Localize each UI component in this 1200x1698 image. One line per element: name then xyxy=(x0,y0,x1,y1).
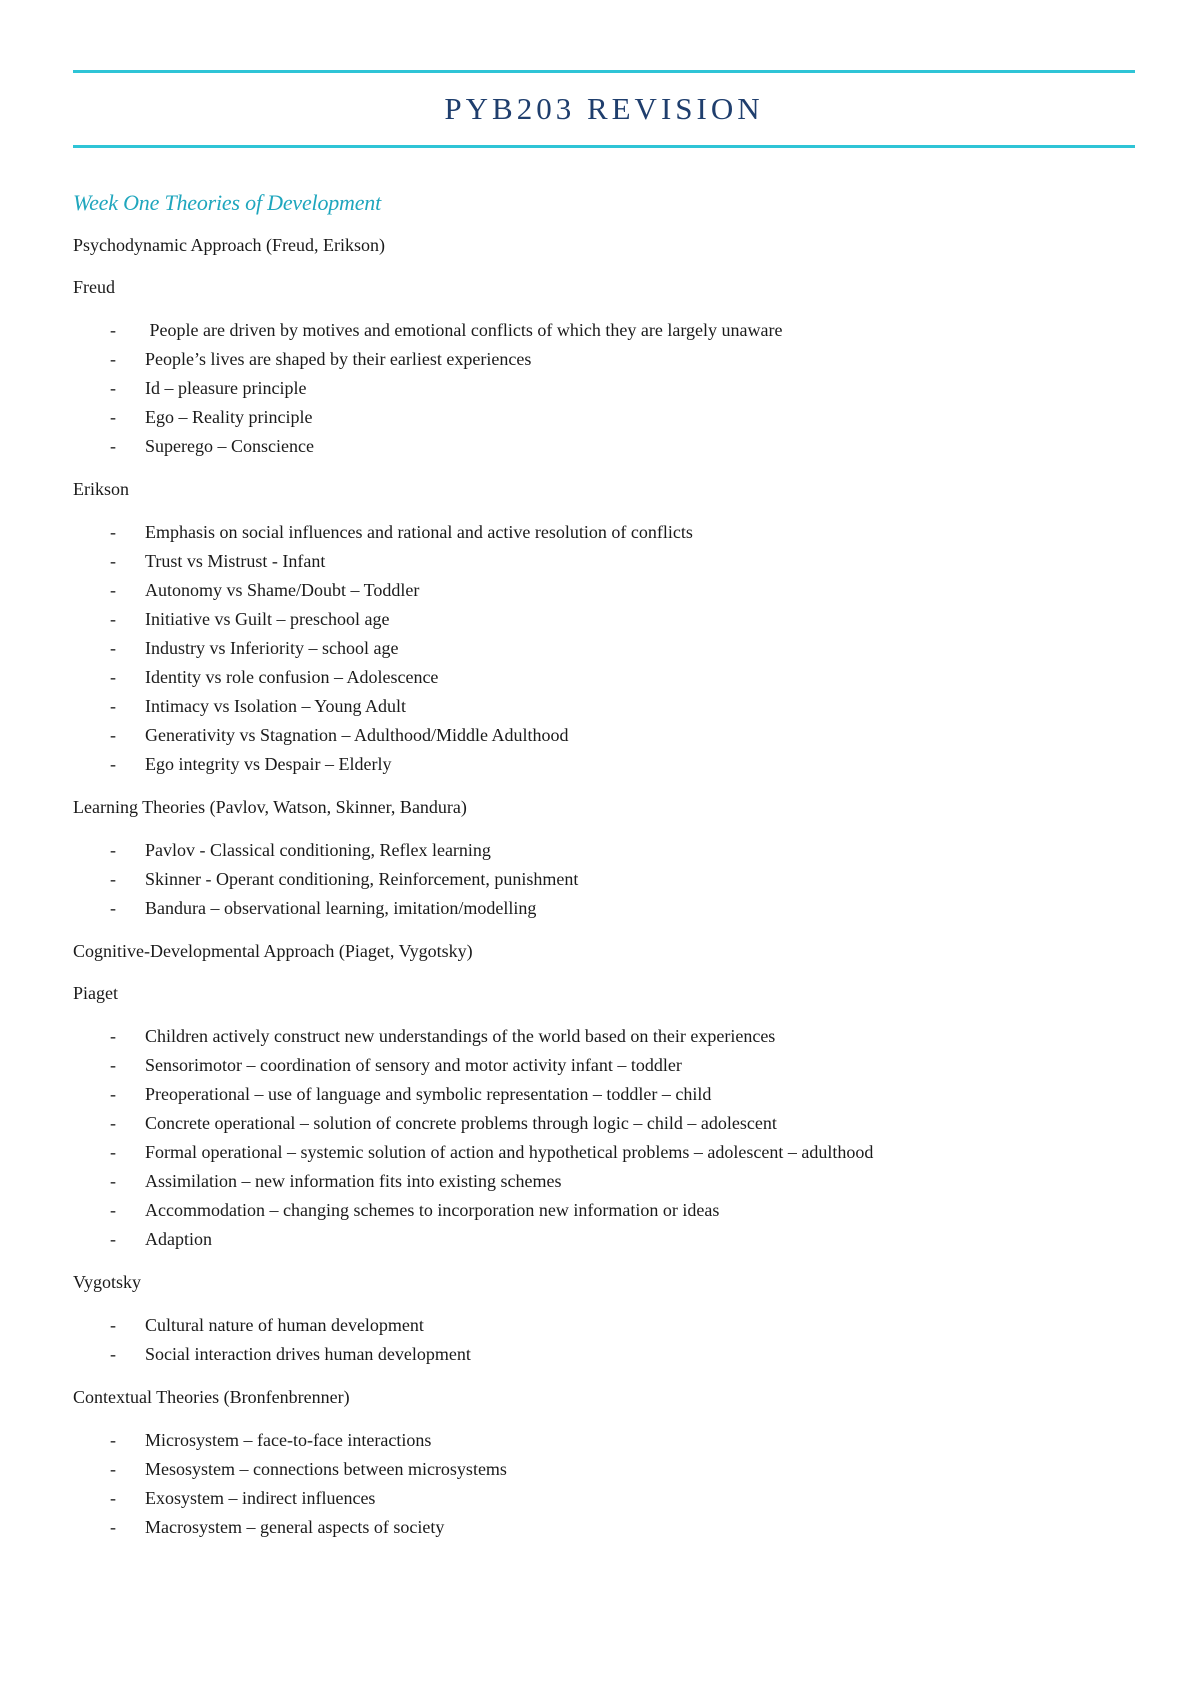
list-item-text: Macrosystem – general aspects of society xyxy=(145,1517,445,1537)
dash-bullet: - xyxy=(110,696,116,716)
dash-bullet: - xyxy=(110,725,116,745)
dash-bullet: - xyxy=(110,436,116,456)
list-item xyxy=(73,1196,1135,1225)
dash-bullet: - xyxy=(110,1459,116,1479)
document-title: PYB203 REVISION xyxy=(444,91,764,126)
list-item-text: Sensorimotor – coordination of sensory and motor activity infant – toddler xyxy=(145,1055,682,1075)
dash-bullet: - xyxy=(110,1084,116,1104)
dash-bullet: - xyxy=(110,609,116,629)
dash-bullet: - xyxy=(110,320,116,340)
list-item-text: Mesosystem – connections between microsystems xyxy=(145,1459,507,1479)
list-item xyxy=(73,634,1135,663)
list-item xyxy=(73,1022,1135,1051)
list-item-text: Industry vs Inferiority – school age xyxy=(145,638,399,658)
list-item xyxy=(73,605,1135,634)
dash-bullet: - xyxy=(110,1142,116,1162)
list-item-text: Exosystem – indirect influences xyxy=(145,1488,376,1508)
freud-label: Freud xyxy=(73,277,115,297)
list-item-text: Autonomy vs Shame/Doubt – Toddler xyxy=(145,580,420,600)
list-item xyxy=(73,865,1135,894)
list-item xyxy=(73,316,1135,345)
dash-bullet: - xyxy=(110,1344,116,1364)
list-item xyxy=(73,750,1135,779)
list-item-text: Accommodation – changing schemes to incorporation new information or ideas xyxy=(145,1200,720,1220)
list-item xyxy=(73,345,1135,374)
dash-bullet: - xyxy=(110,898,116,918)
list-item xyxy=(73,1426,1135,1455)
list-item-text: Intimacy vs Isolation – Young Adult xyxy=(145,696,407,716)
list-item xyxy=(73,403,1135,432)
dash-bullet: - xyxy=(110,869,116,889)
list-item xyxy=(73,1225,1135,1254)
dash-bullet: - xyxy=(110,1200,116,1220)
list-item xyxy=(73,576,1135,605)
dash-bullet: - xyxy=(110,638,116,658)
list-item xyxy=(73,518,1135,547)
list-item xyxy=(73,1311,1135,1340)
list-item-text: Skinner - Operant conditioning, Reinforcement, punishment xyxy=(145,869,579,889)
dash-bullet: - xyxy=(110,840,116,860)
list-item xyxy=(73,1513,1135,1542)
title-bottom-rule xyxy=(73,145,1135,148)
dash-bullet: - xyxy=(110,580,116,600)
list-item-text: Emphasis on social influences and rational and active resolution of conflicts xyxy=(145,522,693,542)
list-item xyxy=(73,1051,1135,1080)
vygotsky-label: Vygotsky xyxy=(73,1272,142,1292)
dash-bullet: - xyxy=(110,1229,116,1249)
list-item xyxy=(73,432,1135,461)
dash-bullet: - xyxy=(110,378,116,398)
dash-bullet: - xyxy=(110,754,116,774)
list-item-text: Social interaction drives human development xyxy=(145,1344,471,1364)
list-item-text: Generativity vs Stagnation – Adulthood/Middle Adulthood xyxy=(145,725,569,745)
list-item xyxy=(73,1109,1135,1138)
list-item-text: Children actively construct new understandings of the world based on their experiences xyxy=(145,1026,776,1046)
dash-bullet: - xyxy=(110,349,116,369)
piaget-label: Piaget xyxy=(73,983,118,1003)
list-item-text: Superego – Conscience xyxy=(145,436,314,456)
list-item-text: Pavlov - Classical conditioning, Reflex learning xyxy=(145,840,491,860)
dash-bullet: - xyxy=(110,522,116,542)
list-item-text: Concrete operational – solution of concrete problems through logic – child – adolescent xyxy=(145,1113,777,1133)
freud-list xyxy=(73,316,1135,461)
list-item-text: Preoperational – use of language and symbolic representation – toddler – child xyxy=(145,1084,712,1104)
list-item-text: Microsystem – face-to-face interactions xyxy=(145,1430,432,1450)
list-item-text: Assimilation – new information fits into existing schemes xyxy=(145,1171,562,1191)
list-item-text: Formal operational – systemic solution of action and hypothetical problems – adolescent – adulthood xyxy=(145,1142,874,1162)
list-item-text: Adaption xyxy=(145,1229,212,1249)
list-item-text: People are driven by motives and emotional conflicts of which they are largely unaware xyxy=(145,320,783,340)
list-item xyxy=(73,1167,1135,1196)
erikson-list xyxy=(73,518,1135,779)
dash-bullet: - xyxy=(110,1055,116,1075)
list-item xyxy=(73,374,1135,403)
dash-bullet: - xyxy=(110,1488,116,1508)
contextual-list xyxy=(73,1426,1135,1542)
list-item xyxy=(73,836,1135,865)
dash-bullet: - xyxy=(110,1430,116,1450)
list-item-text: Identity vs role confusion – Adolescence xyxy=(145,667,439,687)
piaget-list xyxy=(73,1022,1135,1254)
learning-list xyxy=(73,836,1135,923)
list-item xyxy=(73,692,1135,721)
dash-bullet: - xyxy=(110,1517,116,1537)
section-heading: Week One Theories of Development xyxy=(73,190,382,215)
dash-bullet: - xyxy=(110,407,116,427)
list-item-text: Initiative vs Guilt – preschool age xyxy=(145,609,390,629)
dash-bullet: - xyxy=(110,1026,116,1046)
list-item xyxy=(73,1484,1135,1513)
document-page xyxy=(73,70,1135,1542)
list-item-text: People’s lives are shaped by their earliest experiences xyxy=(145,349,532,369)
list-item xyxy=(73,1455,1135,1484)
list-item xyxy=(73,894,1135,923)
list-item-text: Ego integrity vs Despair – Elderly xyxy=(145,754,392,774)
learning-heading: Learning Theories (Pavlov, Watson, Skinner, Bandura) xyxy=(73,797,467,817)
list-item-text: Id – pleasure principle xyxy=(145,378,307,398)
dash-bullet: - xyxy=(110,1315,116,1335)
list-item-text: Ego – Reality principle xyxy=(145,407,313,427)
contextual-heading: Contextual Theories (Bronfenbrenner) xyxy=(73,1387,350,1407)
list-item xyxy=(73,547,1135,576)
list-item xyxy=(73,663,1135,692)
cognitive-heading: Cognitive-Developmental Approach (Piaget, Vygotsky) xyxy=(73,941,473,961)
psychodynamic-heading: Psychodynamic Approach (Freud, Erikson) xyxy=(73,235,385,255)
list-item-text: Bandura – observational learning, imitation/modelling xyxy=(145,898,537,918)
erikson-label: Erikson xyxy=(73,479,129,499)
document-body xyxy=(73,231,1135,1542)
list-item xyxy=(73,1080,1135,1109)
dash-bullet: - xyxy=(110,551,116,571)
dash-bullet: - xyxy=(110,1171,116,1191)
dash-bullet: - xyxy=(110,667,116,687)
vygotsky-list xyxy=(73,1311,1135,1369)
dash-bullet: - xyxy=(110,1113,116,1133)
list-item xyxy=(73,721,1135,750)
list-item xyxy=(73,1340,1135,1369)
list-item xyxy=(73,1138,1135,1167)
list-item-text: Cultural nature of human development xyxy=(145,1315,424,1335)
list-item-text: Trust vs Mistrust - Infant xyxy=(145,551,326,571)
